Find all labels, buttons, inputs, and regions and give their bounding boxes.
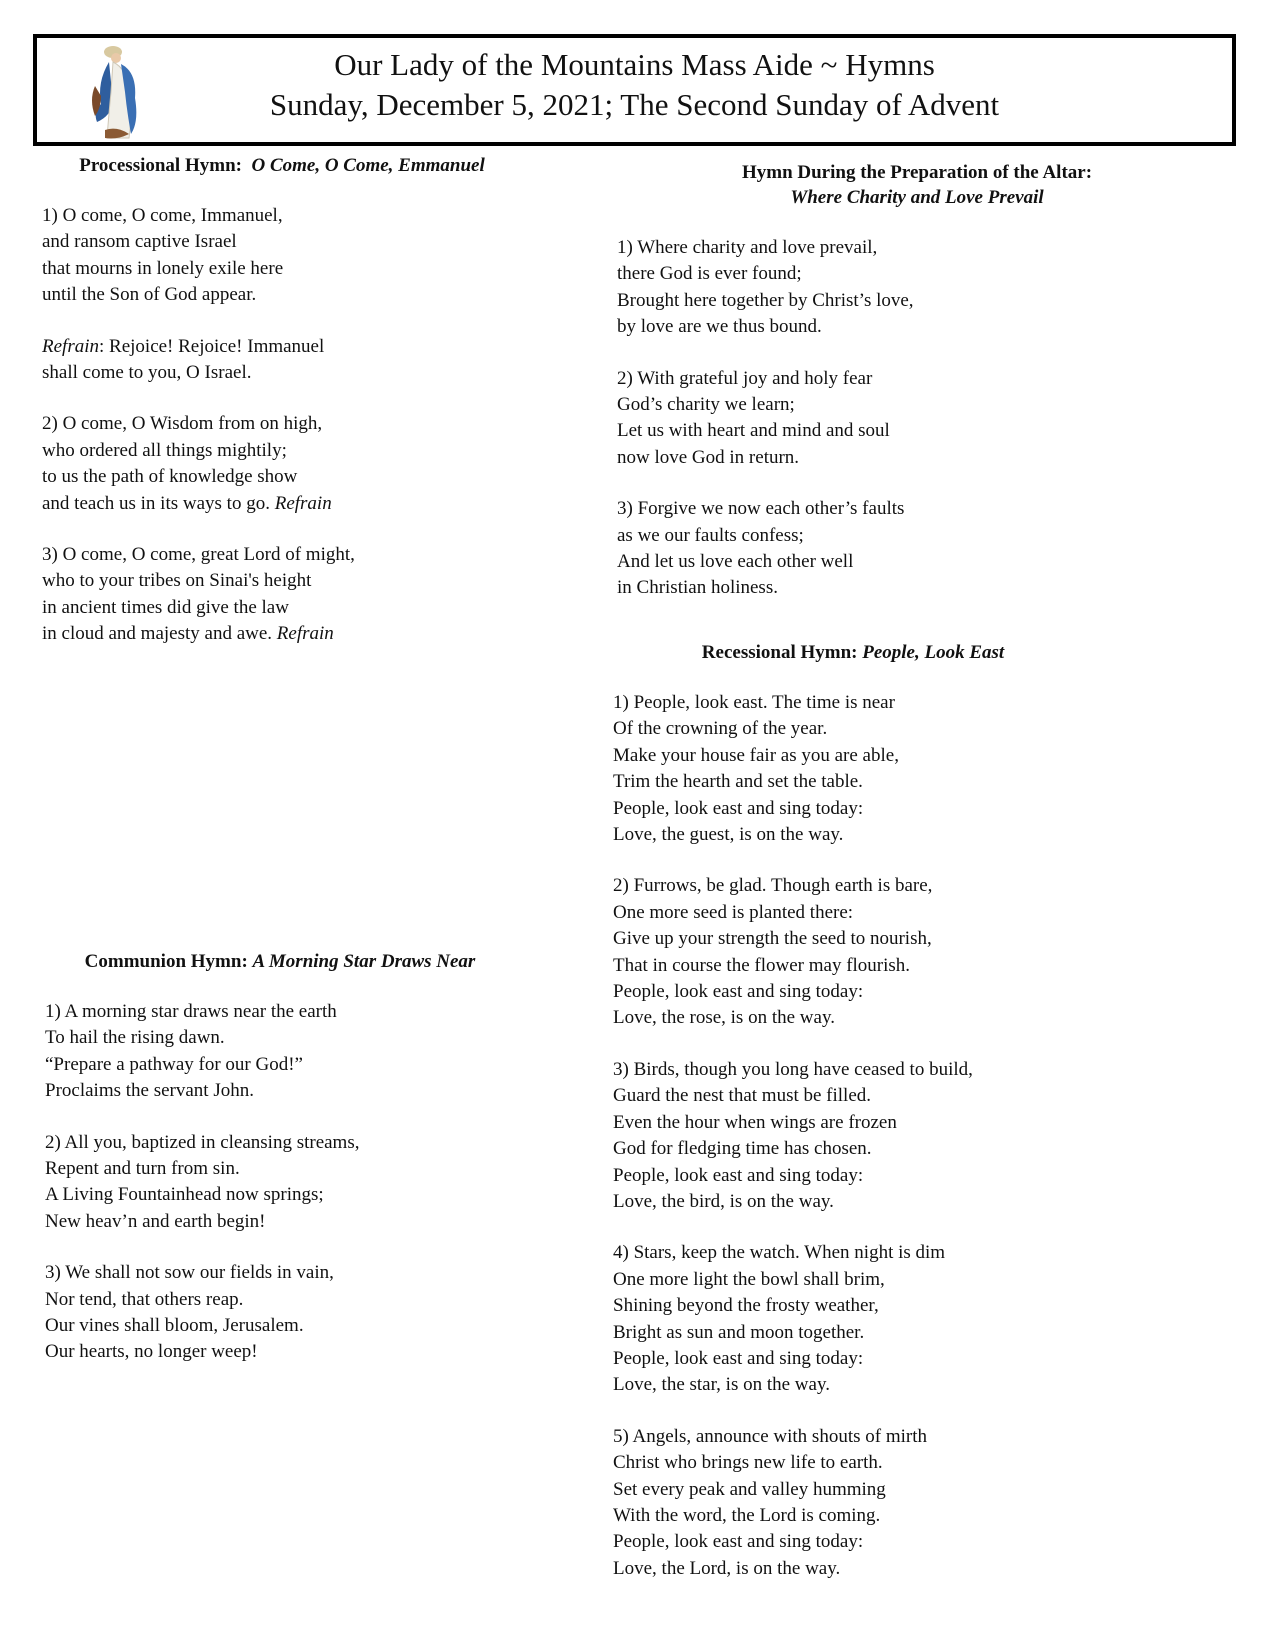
- hymn-line: God’s charity we learn;: [617, 394, 795, 416]
- preparation-title-line: [617, 185, 1217, 210]
- hymn-line: Proclaims the servant John.: [45, 1080, 254, 1102]
- hymn-line: Brought here together by Christ’s love,: [617, 289, 914, 311]
- hymn-line: “Prepare a pathway for our God!”: [45, 1053, 303, 1075]
- recessional-hymn: [613, 640, 1223, 1582]
- hymn-line: And let us love each other well: [617, 551, 854, 573]
- page-title: Our Lady of the Mountains Mass Aide ~ Hymns: [334, 47, 935, 82]
- preparation-hymn: [617, 160, 1217, 602]
- hymn-line: Trim the hearth and set the table.: [613, 771, 863, 793]
- recessional-stanza-3: [613, 1057, 1223, 1215]
- hymn-line: 3) Birds, though you long have ceased to build,: [613, 1058, 973, 1080]
- hymn-line: Set every peak and valley humming: [613, 1478, 886, 1500]
- processional-stanza-2: [42, 411, 522, 517]
- recessional-stanza-5: [613, 1424, 1223, 1582]
- preparation-label: Hymn During the Preparation of the Altar:: [741, 162, 1093, 183]
- hymn-line: Guard the nest that must be filled.: [613, 1085, 872, 1107]
- hymn-line: Love, the star, is on the way.: [613, 1374, 830, 1396]
- hymn-line: in ancient times did give the law: [42, 596, 289, 618]
- hymn-line: God for fledging time has chosen.: [613, 1138, 872, 1160]
- refrain-tag: Refrain: [274, 492, 332, 514]
- hymn-line: Love, the Lord, is on the way.: [613, 1557, 841, 1579]
- hymn-line: Christ who brings new life to earth.: [613, 1452, 883, 1474]
- hymn-line: shall come to you, O Israel.: [42, 362, 252, 384]
- recessional-stanza-2: [613, 873, 1223, 1031]
- hymn-line: 3) We shall not sow our fields in vain,: [45, 1262, 334, 1284]
- preparation-stanza-2: [617, 366, 1217, 472]
- hymn-line: [42, 621, 522, 647]
- hymn-line: [42, 334, 522, 360]
- hymn-line: 5) Angels, announce with shouts of mirth: [613, 1425, 927, 1447]
- hymn-line-text: in cloud and majesty and awe.: [42, 623, 273, 645]
- preparation-heading: [617, 160, 1217, 185]
- processional-stanza-1: [42, 203, 522, 309]
- hymn-line: People, look east and sing today:: [613, 1347, 864, 1369]
- processional-heading: [42, 153, 522, 178]
- hymn-line: Even the hour when wings are frozen: [613, 1111, 897, 1133]
- communion-title: A Morning Star Draws Near: [252, 951, 476, 972]
- recessional-title: People, Look East: [862, 642, 1005, 663]
- hymn-line: Love, the guest, is on the way.: [613, 824, 844, 846]
- preparation-title: Where Charity and Love Prevail: [790, 187, 1044, 208]
- refrain-tag: Refrain: [276, 623, 334, 645]
- hymn-line: People, look east and sing today:: [613, 1164, 864, 1186]
- hymn-line: 1) O come, O come, Immanuel,: [42, 205, 283, 226]
- processional-hymn: [42, 153, 522, 648]
- hymn-line: Love, the rose, is on the way.: [613, 1007, 835, 1029]
- hymn-line: 2) With grateful joy and holy fear: [617, 367, 873, 389]
- hymn-line: Nor tend, that others reap.: [45, 1288, 244, 1310]
- hymn-line: 2) All you, baptized in cleansing streams,: [45, 1131, 360, 1153]
- hymn-line: 4) Stars, keep the watch. When night is dim: [613, 1242, 946, 1264]
- hymn-line: New heav’n and earth begin!: [45, 1210, 266, 1232]
- communion-stanza-1: [45, 999, 515, 1105]
- hymn-line: 2) O come, O Wisdom from on high,: [42, 413, 323, 435]
- communion-stanza-2: [45, 1130, 515, 1236]
- preparation-stanza-3: [617, 496, 1217, 602]
- refrain-text: : Rejoice! Rejoice! Immanuel: [99, 335, 325, 357]
- communion-hymn: [45, 949, 515, 1366]
- hymn-line: who to your tribes on Sinai's height: [42, 570, 312, 592]
- communion-stanza-3: [45, 1260, 515, 1366]
- hymn-line: [42, 491, 522, 517]
- hymn-line: 3) Forgive we now each other’s faults: [617, 498, 905, 520]
- hymn-line: now love God in return.: [617, 446, 800, 468]
- processional-label: Processional Hymn:: [79, 155, 242, 176]
- hymn-line: and ransom captive Israel: [42, 231, 237, 253]
- hymn-line: People, look east and sing today:: [613, 1531, 864, 1553]
- hymn-line: until the Son of God appear.: [42, 284, 257, 306]
- communion-label: Communion Hymn:: [84, 951, 248, 972]
- header-box: [33, 34, 1236, 146]
- hymn-line: there God is ever found;: [617, 263, 802, 285]
- hymn-line: One more light the bowl shall brim,: [613, 1268, 885, 1290]
- hymn-line: A Living Fountainhead now springs;: [45, 1184, 324, 1206]
- hymn-line: With the word, the Lord is coming.: [613, 1504, 881, 1526]
- hymn-line: Bright as sun and moon together.: [613, 1321, 865, 1343]
- refrain-label: Refrain: [42, 335, 99, 357]
- hymn-line: 2) Furrows, be glad. Though earth is bare,: [613, 875, 933, 897]
- hymn-line: by love are we thus bound.: [617, 316, 822, 338]
- hymn-line: 1) Where charity and love prevail,: [617, 237, 878, 258]
- hymn-line: People, look east and sing today:: [613, 797, 864, 819]
- hymn-line: Our hearts, no longer weep!: [45, 1341, 258, 1363]
- hymn-line: to us the path of knowledge show: [42, 466, 298, 488]
- hymn-line: Love, the bird, is on the way.: [613, 1190, 834, 1212]
- recessional-heading: [613, 640, 1093, 665]
- hymn-line: To hail the rising dawn.: [45, 1027, 225, 1049]
- hymn-line: Let us with heart and mind and soul: [617, 420, 890, 442]
- hymn-line: in Christian holiness.: [617, 577, 778, 599]
- hymn-line: Give up your strength the seed to nourish,: [613, 928, 932, 950]
- hymn-line: 1) People, look east. The time is near: [613, 692, 895, 713]
- hymn-line: Of the crowning of the year.: [613, 718, 828, 740]
- page-subtitle-date: Sunday, December 5, 2021; The Second Sunday of Advent: [269, 87, 1000, 122]
- communion-heading: [45, 949, 515, 974]
- hymn-line: who ordered all things mightily;: [42, 439, 287, 461]
- hymn-line: One more seed is planted there:: [613, 901, 854, 923]
- processional-stanza-3: [42, 542, 522, 648]
- hymn-line: Repent and turn from sin.: [45, 1158, 240, 1180]
- recessional-stanza-1: [613, 690, 1223, 848]
- processional-title: O Come, O Come, Emmanuel: [251, 155, 485, 176]
- hymn-line: that mourns in lonely exile here: [42, 257, 284, 279]
- processional-refrain: [42, 334, 522, 387]
- hymn-line: as we our faults confess;: [617, 524, 804, 546]
- preparation-stanza-1: [617, 235, 1217, 341]
- hymn-line: 1) A morning star draws near the earth: [45, 1001, 337, 1022]
- hymn-line: Make your house fair as you are able,: [613, 744, 899, 766]
- hymn-line: Shining beyond the frosty weather,: [613, 1295, 879, 1317]
- recessional-stanza-4: [613, 1240, 1223, 1398]
- hymn-line: People, look east and sing today:: [613, 981, 864, 1003]
- hymn-line: 3) O come, O come, great Lord of might,: [42, 544, 355, 566]
- hymn-line-text: and teach us in its ways to go.: [42, 492, 270, 514]
- hymn-line: That in course the flower may flourish.: [613, 954, 911, 976]
- hymn-line: Our vines shall bloom, Jerusalem.: [45, 1315, 304, 1337]
- recessional-label: Recessional Hymn:: [701, 642, 858, 663]
